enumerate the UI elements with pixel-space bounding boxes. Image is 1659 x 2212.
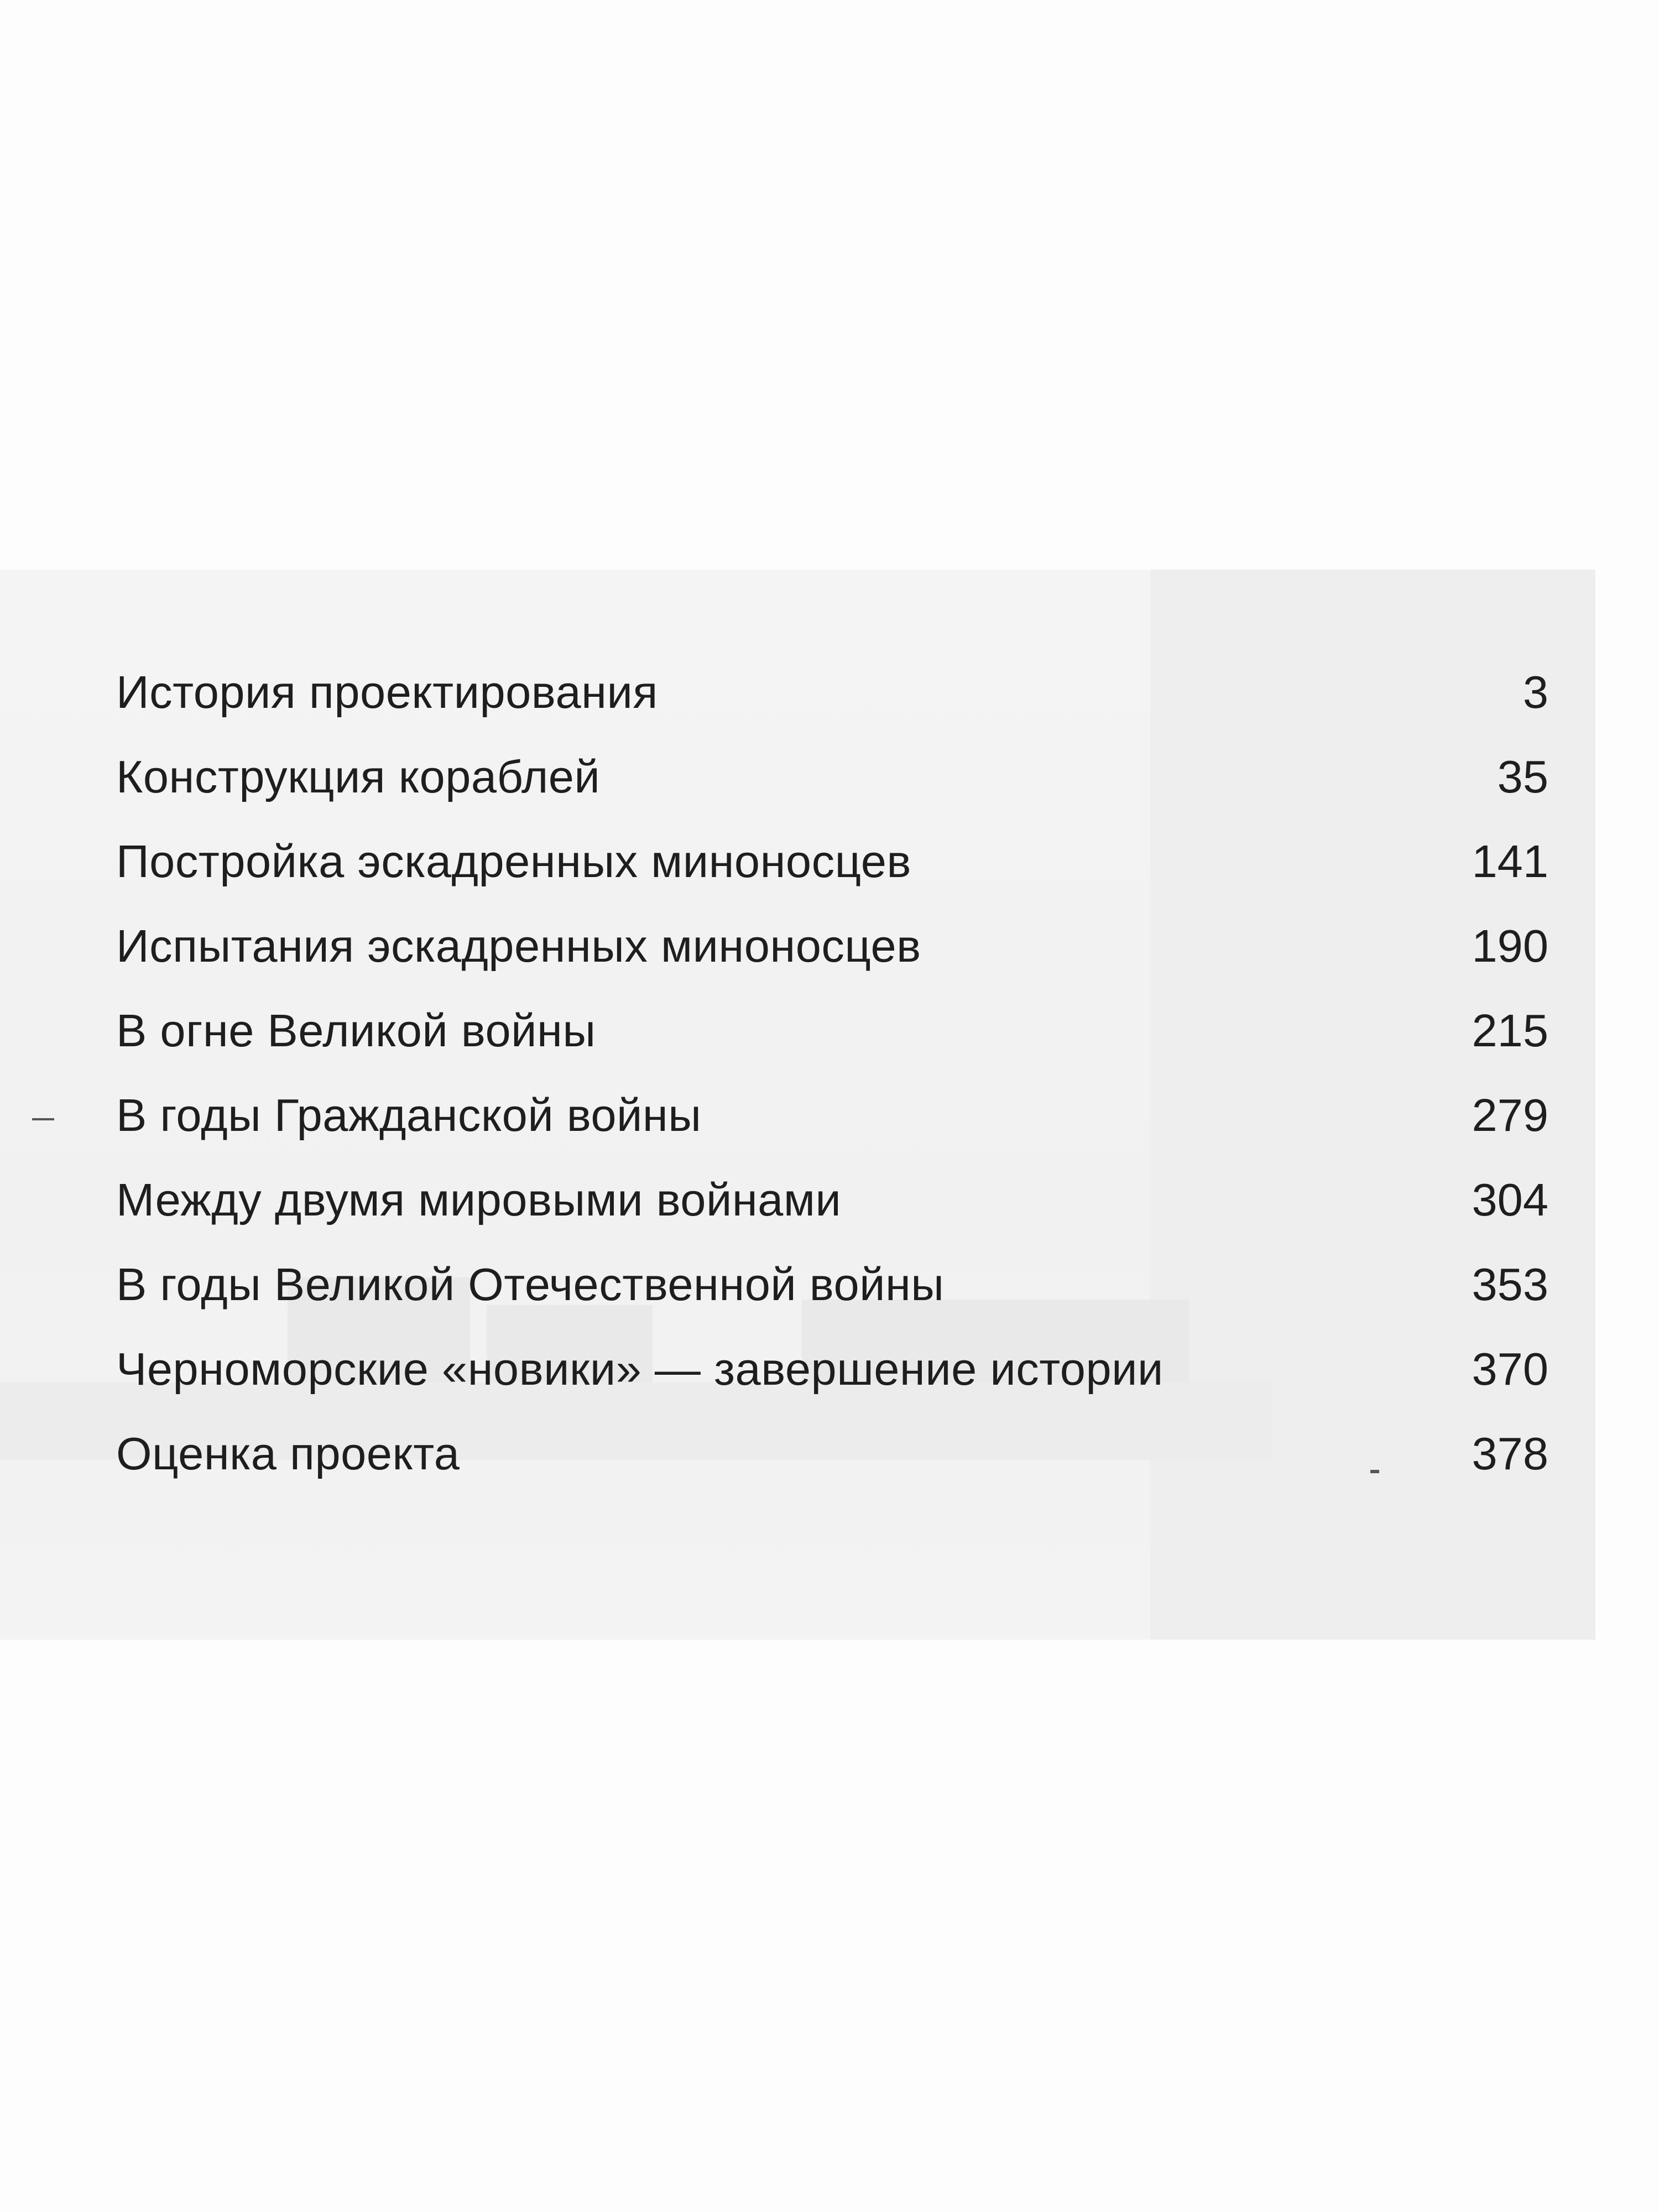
toc-entry-page: 378 [1472, 1428, 1548, 1479]
toc-entry-title: В годы Великой Отечественной войны [116, 1259, 945, 1310]
toc-entry [116, 747, 1554, 807]
toc-entry [116, 1254, 1554, 1315]
toc-entry-title: Черноморские «новики» — завершение истории [116, 1343, 1164, 1395]
toc-entry-page: 190 [1472, 920, 1548, 972]
toc-entry [116, 1423, 1554, 1484]
toc-entry-title: История проектирования [116, 666, 658, 718]
toc-entry-page: 215 [1472, 1005, 1548, 1056]
toc-entry-title: Оценка проекта [116, 1428, 460, 1479]
toc-entry-page: 141 [1472, 836, 1548, 887]
toc-entry-page: 370 [1472, 1343, 1548, 1395]
toc-entry-title: Постройка эскадренных миноносцев [116, 836, 911, 887]
toc-entry-page: 35 [1497, 751, 1548, 802]
toc-entry [116, 1170, 1554, 1230]
toc-entry-page: 3 [1522, 666, 1548, 718]
toc-entry-title: Испытания эскадренных миноносцев [116, 920, 921, 972]
toc-entry-title: Между двумя мировыми войнами [116, 1174, 842, 1225]
toc-entry [116, 916, 1554, 977]
toc-entry-title: В годы Гражданской войны [116, 1089, 702, 1141]
toc-entry [116, 831, 1554, 892]
toc-entry-title: В огне Великой войны [116, 1005, 596, 1056]
toc-entry-page: 304 [1472, 1174, 1548, 1225]
toc-entry-page: 279 [1472, 1089, 1548, 1141]
toc-entry [116, 1339, 1554, 1400]
toc-entry [116, 662, 1554, 723]
toc-entry-page: 353 [1472, 1259, 1548, 1310]
toc-entry-title: Конструкция кораблей [116, 751, 601, 802]
toc-entry [116, 1085, 1554, 1146]
toc-entry [116, 1000, 1554, 1061]
